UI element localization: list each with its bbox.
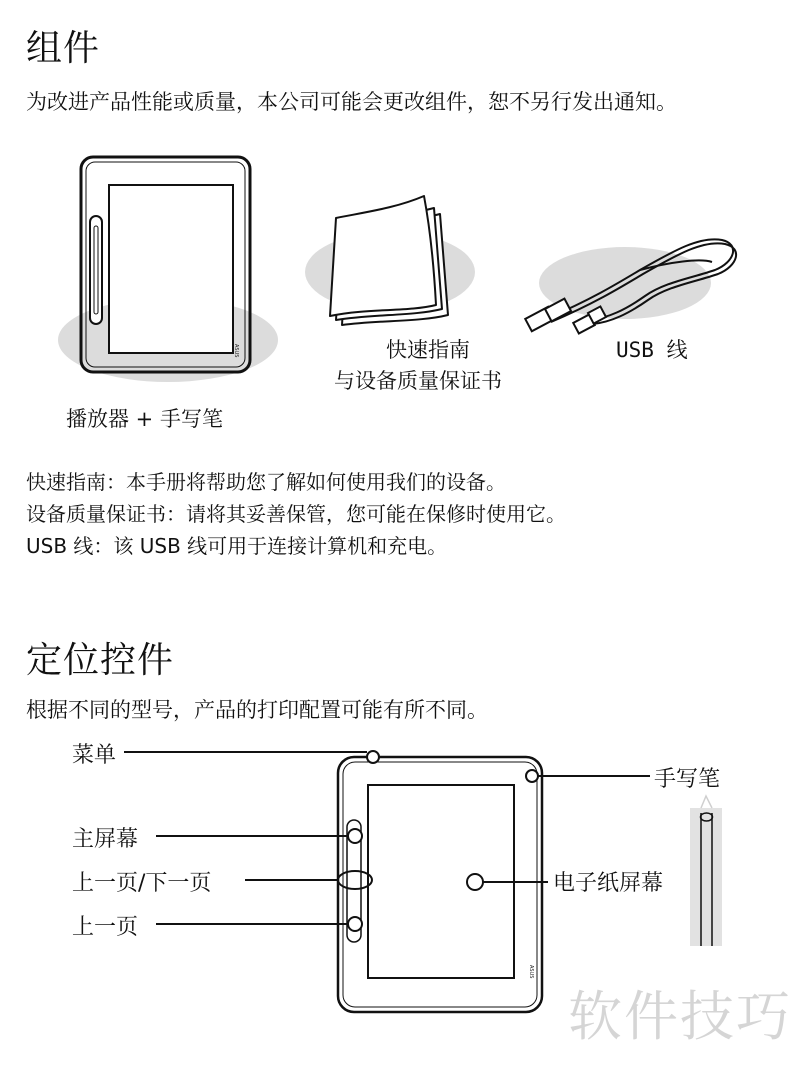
svg-text:ASUS: ASUS [528,965,534,979]
home-marker [348,829,362,843]
section-title-components: 组件 [26,28,101,69]
usb-label: USB 线 [616,338,688,362]
svg-text:ASUS: ASUS [233,344,239,358]
description-usb: USB 线：该 USB 线可用于连接计算机和充电。 [26,534,448,558]
description-quick-guide: 快速指南：本手册将帮助您了解如何使用我们的设备。 [26,470,506,494]
controls-intro: 根据不同的型号，产品的打印配置可能有所不同。 [26,698,488,722]
watermark: 软件技巧 [568,985,792,1048]
page-up-marker [348,917,362,931]
components-intro: 为改进产品性能或质量，本公司可能会更改组件，恕不另行发出通知。 [26,90,677,114]
callout-stylus: 手写笔 [654,767,721,792]
callout-home: 主屏幕 [72,827,139,852]
guide-label-line2: 与设备质量保证书 [334,369,502,393]
player-label: 播放器 + 手写笔 [66,407,223,431]
section-title-controls: 定位控件 [26,640,175,681]
callout-page-up: 上一页 [72,915,139,940]
guide-label-line1: 快速指南 [386,338,470,362]
callout-menu: 菜单 [72,743,117,768]
stylus-marker [526,770,538,782]
callout-page-up-down: 上一页/下一页 [72,871,212,896]
stylus-image [690,796,722,946]
screen-marker [467,874,483,890]
menu-marker [367,751,379,763]
description-warranty: 设备质量保证书：请将其妥善保管，您可能在保修时使用它。 [26,502,566,526]
callout-screen: 电子纸屏幕 [553,871,664,896]
